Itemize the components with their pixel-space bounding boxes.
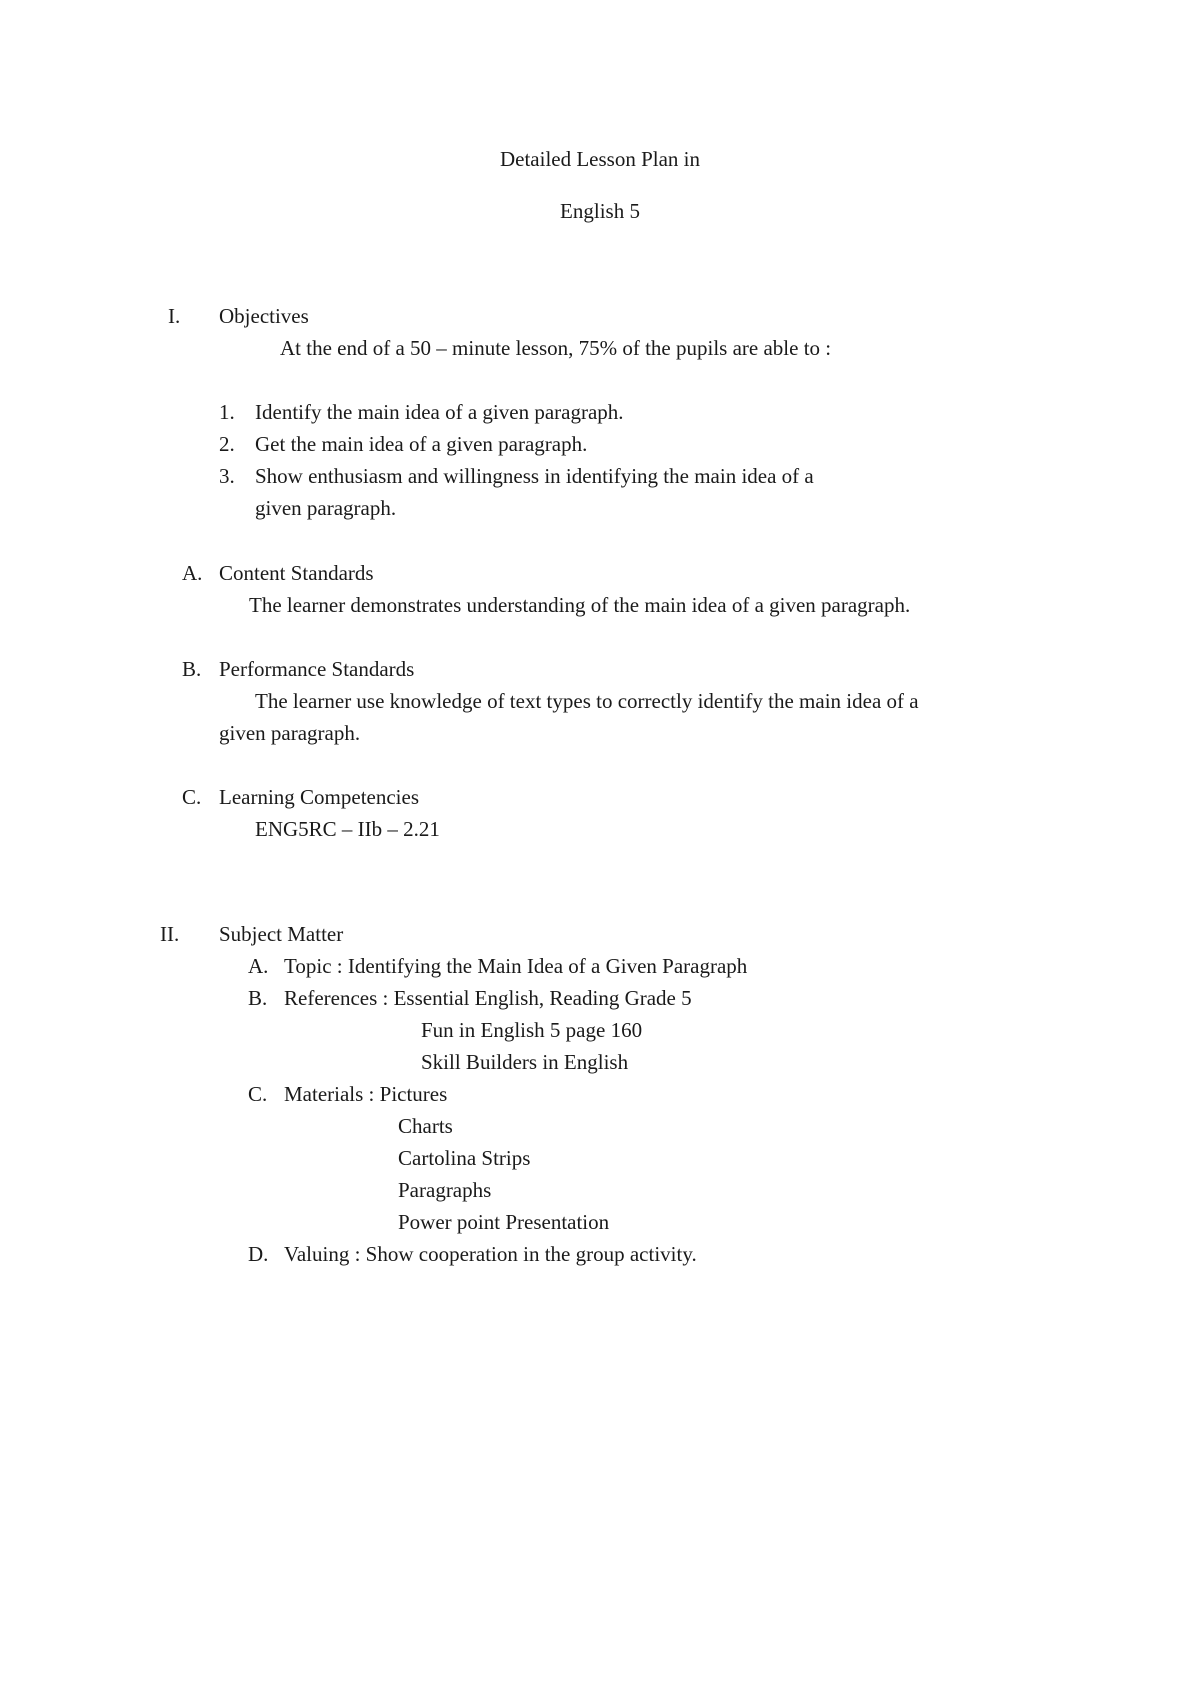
learning-competencies-letter: C. (182, 785, 202, 809)
section-1-numeral: I. (168, 304, 181, 328)
section-2-heading: Subject Matter (219, 922, 344, 946)
objective-2-text: Get the main idea of a given paragraph. (255, 432, 588, 456)
objectives-intro: At the end of a 50 – minute lesson, 75% of the pupils are able to : (280, 336, 832, 360)
references-letter: B. (248, 986, 268, 1010)
objective-2-number: 2. (219, 432, 235, 456)
content-standards-letter: A. (182, 561, 203, 585)
performance-standards-text: The learner use knowledge of text types to correctly identify the main idea of a (255, 689, 919, 713)
material-item: Paragraphs (398, 1178, 492, 1202)
topic-letter: A. (248, 954, 269, 978)
objective-1-number: 1. (219, 400, 235, 424)
document-subtitle: English 5 (560, 199, 640, 223)
objective-3-continuation: given paragraph. (255, 496, 397, 520)
content-standards-heading: Content Standards (219, 561, 374, 585)
section-1-heading: Objectives (219, 304, 309, 328)
objective-1-text: Identify the main idea of a given paragraph. (255, 400, 624, 424)
content-standards-text: The learner demonstrates understanding of the main idea of a given paragraph. (249, 593, 911, 617)
document-title: Detailed Lesson Plan in (499, 147, 701, 171)
materials-letter: C. (248, 1082, 268, 1106)
performance-standards-letter: B. (182, 657, 202, 681)
reference-item: Fun in English 5 page 160 (421, 1018, 643, 1042)
reference-item: Skill Builders in English (421, 1050, 629, 1074)
references-text: References : Essential English, Reading Grade 5 (284, 986, 692, 1010)
material-item: Cartolina Strips (398, 1146, 531, 1170)
learning-competencies-heading: Learning Competencies (219, 785, 420, 809)
material-item: Charts (398, 1114, 453, 1138)
performance-standards-heading: Performance Standards (219, 657, 415, 681)
performance-standards-continuation: given paragraph. (219, 721, 361, 745)
valuing-letter: D. (248, 1242, 269, 1266)
materials-text: Materials : Pictures (284, 1082, 448, 1106)
valuing-text: Valuing : Show cooperation in the group activity. (284, 1242, 697, 1266)
learning-competencies-code: ENG5RC – IIb – 2.21 (255, 817, 440, 841)
material-item: Power point Presentation (398, 1210, 610, 1234)
section-2-numeral: II. (160, 922, 180, 946)
objective-3-text: Show enthusiasm and willingness in identifying the main idea of a (255, 464, 814, 488)
topic-text: Topic : Identifying the Main Idea of a Given Paragraph (284, 954, 748, 978)
objective-3-number: 3. (219, 464, 235, 488)
